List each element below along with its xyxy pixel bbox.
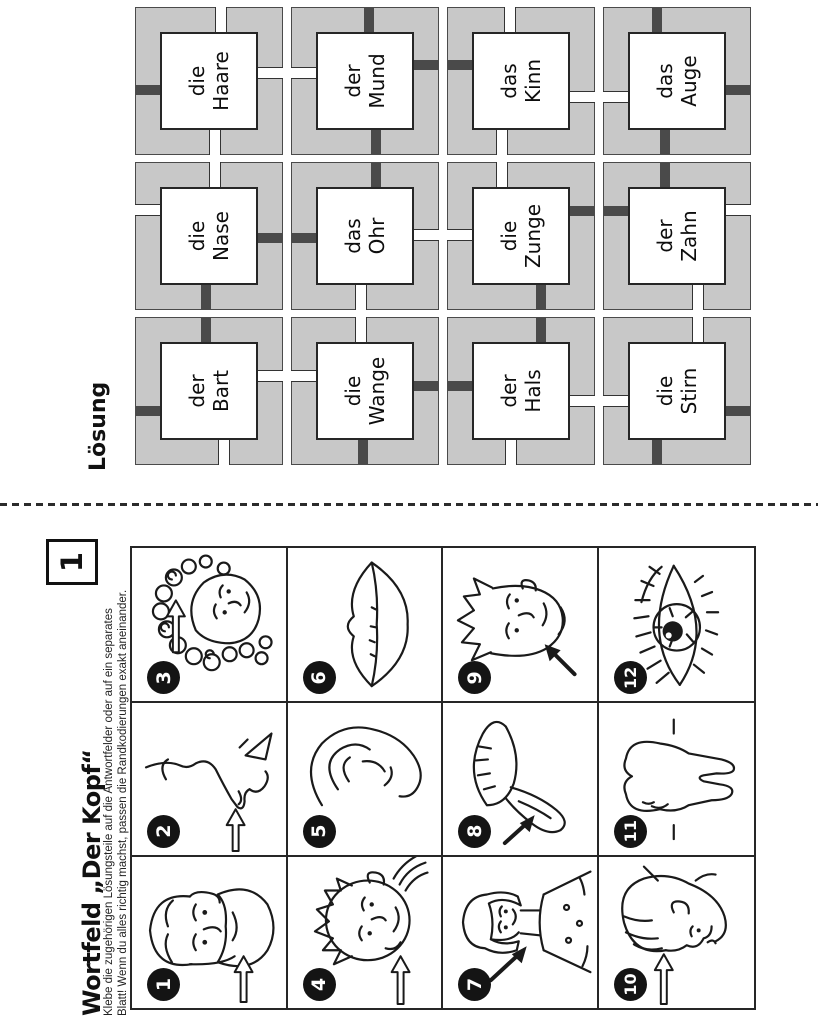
- picture-cell-2: [132, 701, 288, 854]
- number-badge: 5: [303, 815, 336, 848]
- edge-notch-bottom: [567, 395, 595, 407]
- edge-notch-top: [135, 85, 163, 95]
- edge-notch-bottom: [567, 91, 595, 103]
- card-label: [160, 342, 258, 440]
- picture-grid: [130, 546, 756, 1010]
- card-article: die: [341, 375, 365, 407]
- edge-notch-top: [447, 229, 475, 241]
- instruction-line-2: Blatt! Wenn du alles richtig machst, passen die Randkodierungen exakt aneinander.: [116, 589, 129, 1016]
- card-label: [316, 342, 414, 440]
- picture-cell-6: [288, 548, 444, 701]
- card-noun: Mund: [365, 53, 389, 109]
- edge-notch-left: [505, 437, 517, 465]
- card-noun: Zahn: [677, 210, 701, 262]
- edge-notch-top: [603, 395, 631, 407]
- puzzle-card-ohr: [291, 162, 439, 310]
- edge-notch-top: [603, 91, 631, 103]
- puzzle-card-hals: [447, 317, 595, 465]
- number-badge: 4: [303, 968, 336, 1001]
- edge-notch-right: [201, 317, 211, 345]
- card-noun: Zunge: [521, 203, 545, 269]
- edge-notch-right: [692, 317, 704, 345]
- edge-notch-left: [358, 437, 368, 465]
- edge-notch-right: [364, 7, 374, 35]
- puzzle-card-nase: [135, 162, 283, 310]
- picture-cell-9: [443, 548, 599, 701]
- number-badge: 2: [147, 815, 180, 848]
- edge-notch-right: [504, 7, 516, 35]
- worksheet-instructions: [103, 538, 130, 1016]
- puzzle-card-zahn: [603, 162, 751, 310]
- edge-notch-left: [660, 127, 670, 155]
- edge-notch-left: [218, 437, 230, 465]
- picture-cell-1: [132, 855, 288, 1008]
- edge-notch-bottom: [411, 60, 439, 70]
- edge-notch-bottom: [255, 233, 283, 243]
- card-article: das: [497, 63, 521, 99]
- unit-number-badge: 1: [46, 539, 98, 585]
- card-article: die: [653, 375, 677, 407]
- card-article: der: [497, 374, 521, 408]
- number-badge: 10: [614, 968, 647, 1001]
- card-noun: Auge: [677, 55, 701, 107]
- instruction-line-1: Klebe die zugehörigen Lösungsteile auf die Antwortfelder oder auf ein separates: [103, 608, 115, 1016]
- card-label: [316, 32, 414, 130]
- card-label: [472, 187, 570, 285]
- picture-cell-12: [599, 548, 755, 701]
- edge-notch-left: [355, 282, 367, 310]
- edge-notch-bottom: [411, 381, 439, 391]
- edge-notch-bottom: [255, 370, 283, 382]
- picture-cell-4: [288, 855, 444, 1008]
- solution-heading: Lösung: [86, 381, 112, 471]
- edge-notch-bottom: [723, 85, 751, 95]
- picture-cell-5: [288, 701, 444, 854]
- card-article: die: [185, 220, 209, 252]
- card-noun: Kinn: [521, 58, 545, 104]
- picture-cell-10: [599, 855, 755, 1008]
- edge-notch-left: [209, 127, 221, 155]
- edge-notch-bottom: [567, 206, 595, 216]
- card-noun: Wange: [365, 356, 389, 426]
- card-article: das: [341, 218, 365, 254]
- card-article: das: [653, 63, 677, 99]
- card-noun: Hals: [521, 369, 545, 413]
- card-noun: Nase: [209, 211, 233, 261]
- puzzle-card-stirn: [603, 317, 751, 465]
- edge-notch-top: [447, 381, 475, 391]
- puzzle-card-zunge: [447, 162, 595, 310]
- number-badge: 11: [614, 815, 647, 848]
- card-label: [628, 32, 726, 130]
- card-article: der: [341, 64, 365, 98]
- number-badge: 12: [614, 661, 647, 694]
- puzzle-card-auge: [603, 7, 751, 155]
- number-badge: 6: [303, 661, 336, 694]
- card-noun: Stirn: [677, 367, 701, 415]
- edge-notch-top: [291, 233, 319, 243]
- edge-notch-top: [135, 406, 163, 416]
- edge-notch-top: [603, 206, 631, 216]
- edge-notch-right: [496, 162, 508, 190]
- edge-notch-left: [536, 282, 546, 310]
- card-noun: Bart: [209, 369, 233, 413]
- edge-notch-top: [291, 370, 319, 382]
- edge-notch-right: [371, 162, 381, 190]
- card-label: [472, 342, 570, 440]
- edge-notch-left: [496, 127, 508, 155]
- number-badge: 1: [147, 968, 180, 1001]
- solution-panel: [0, 0, 818, 505]
- worksheet-title: Wortfeld „Der Kopf“: [78, 749, 107, 1016]
- edge-notch-bottom: [723, 204, 751, 216]
- edge-notch-left: [201, 282, 211, 310]
- edge-notch-right: [660, 162, 670, 190]
- card-label: [160, 32, 258, 130]
- edge-notch-bottom: [411, 229, 439, 241]
- edge-notch-right: [215, 7, 227, 35]
- edge-notch-bottom: [723, 406, 751, 416]
- puzzle-card-bart: [135, 317, 283, 465]
- card-label: [628, 187, 726, 285]
- puzzle-card-haare: [135, 7, 283, 155]
- card-label: [472, 32, 570, 130]
- puzzle-card-kinn: [447, 7, 595, 155]
- card-article: der: [653, 219, 677, 253]
- puzzle-card-wange: [291, 317, 439, 465]
- card-label: [316, 187, 414, 285]
- card-article: die: [185, 65, 209, 97]
- edge-notch-left: [371, 127, 381, 155]
- number-badge: 8: [458, 815, 491, 848]
- number-badge: 3: [147, 661, 180, 694]
- card-noun: Haare: [209, 51, 233, 111]
- edge-notch-right: [536, 317, 546, 345]
- picture-cell-7: [443, 855, 599, 1008]
- card-article: die: [497, 220, 521, 252]
- picture-cell-11: [599, 701, 755, 854]
- number-badge: 9: [458, 661, 491, 694]
- edge-notch-top: [291, 67, 319, 79]
- card-article: der: [185, 374, 209, 408]
- puzzle-card-mund: [291, 7, 439, 155]
- edge-notch-top: [135, 204, 163, 216]
- worksheet-panel: [0, 505, 818, 1024]
- card-noun: Ohr: [365, 217, 389, 255]
- edge-notch-right: [652, 7, 662, 35]
- number-badge: 7: [458, 968, 491, 1001]
- edge-notch-bottom: [255, 67, 283, 79]
- edge-notch-left: [692, 282, 704, 310]
- picture-cell-3: [132, 548, 288, 701]
- edge-notch-right: [209, 162, 221, 190]
- edge-notch-right: [355, 317, 367, 345]
- edge-notch-top: [447, 60, 475, 70]
- edge-notch-left: [652, 437, 662, 465]
- card-label: [160, 187, 258, 285]
- picture-cell-8: [443, 701, 599, 854]
- card-label: [628, 342, 726, 440]
